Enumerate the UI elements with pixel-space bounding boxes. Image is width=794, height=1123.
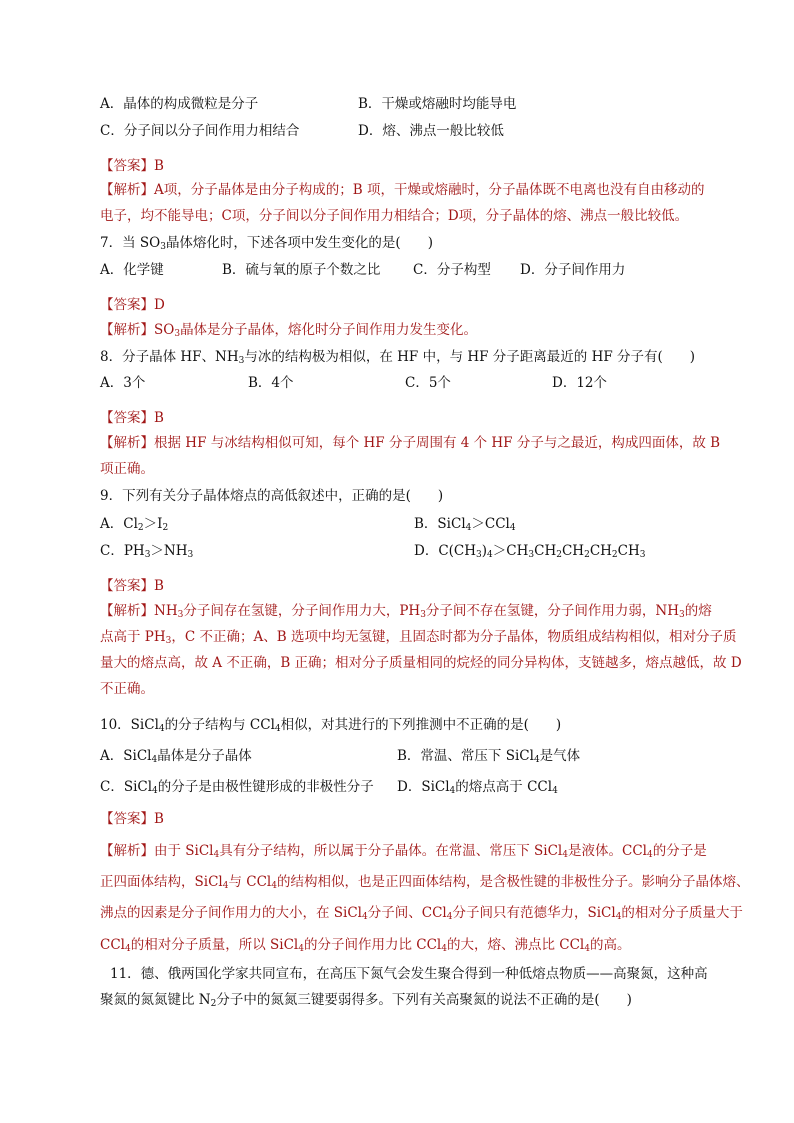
- q9-option-b: B．SiCl$_4$＞CCl$_4$: [414, 516, 516, 533]
- q9-stem: 9．下列有关分子晶体熔点的高低叙述中，正确的是( ): [100, 488, 444, 504]
- q10-option-b: B．常温、常压下 SiCl$_4$是气体: [397, 748, 581, 765]
- q8-answer: 【答案】B: [100, 410, 164, 426]
- q10-option-a: A．SiCl$_4$晶体是分子晶体: [100, 748, 252, 765]
- q6-answer: 【答案】B: [100, 158, 164, 174]
- q10-analysis-line-3: 沸点的因素是分子间作用力的大小，在 SiCl$_4$分子间、CCl$_4$分子间只有范德华力，SiCl$_4$的相对分子质量大于: [100, 905, 743, 922]
- q9-analysis-line-1: 【解析】$NH_3$分子间存在氢键，分子间作用力大，$PH_3$分子间不存在氢键，分子间作用力弱，$NH_3$的熔: [100, 603, 712, 620]
- q7-option-b: B．硫与氧的原子个数之比: [222, 262, 381, 278]
- q7-option-c: C．分子构型: [413, 262, 491, 278]
- q9-analysis-line-2: 点高于 $PH_3$，C 不正确；A、B 选项中均无氢键，且固态时都为分子晶体，物质组成结构相似，相对分子质: [100, 629, 737, 646]
- q10-analysis-line-1: 【解析】由于 SiCl$_4$具有分子结构，所以属于分子晶体。在常温、常压下 SiCl$_4$是液体。CCl$_4$的分子是: [100, 843, 707, 860]
- q9-option-d: D．$C(CH_3)_4>CH_3CH_2CH_2CH_2CH_3$: [414, 543, 646, 560]
- q8-option-a: A．3个: [100, 375, 146, 391]
- q10-analysis-line-4: CCl$_4$的相对分子质量，所以 SiCl$_4$的分子间作用力比 CCl$_4$的大，熔、沸点比 CCl$_4$的高。: [100, 937, 631, 954]
- q11-stem-line-2: 聚氮的氮氮键比 $N_2$分子中的氮氮三键要弱得多。下列有关高聚氮的说法不正确的是( ): [100, 992, 632, 1009]
- q6-analysis-line-2: 电子，均不能导电；C项，分子间以分子间作用力相结合；D项，分子晶体的熔、沸点一般比较低。: [100, 208, 689, 224]
- q10-option-c: C．SiCl$_4$的分子是由极性键形成的非极性分子: [100, 779, 374, 796]
- q11-stem-line-1: 11．德、俄两国化学家共同宣布，在高压下氮气会发生聚合得到一种低熔点物质——高聚氮，这种高: [110, 966, 708, 982]
- q6-option-c: C．分子间以分子间作用力相结合: [100, 123, 300, 139]
- q7-stem: 7．当 $SO_3$晶体熔化时，下述各项中发生变化的是( ): [100, 235, 433, 252]
- q8-analysis-line-2: 项正确。: [100, 461, 154, 477]
- q8-option-d: D．12个: [552, 375, 608, 391]
- q9-answer: 【答案】B: [100, 578, 164, 594]
- q10-stem: 10．SiCl$_4$的分子结构与 CCl$_4$相似，对其进行的下列推测中不正确的是( ): [100, 717, 562, 734]
- q10-option-d: D．SiCl$_4$的熔点高于 CCl$_4$: [397, 779, 558, 796]
- q6-option-b: B．干燥或熔融时均能导电: [358, 96, 517, 112]
- q6-option-d: D．熔、沸点一般比较低: [358, 123, 504, 139]
- q6-analysis-line-1: 【解析】A项，分子晶体是由分子构成的；B 项，干燥或熔融时，分子晶体既不电离也没有自由移动的: [100, 182, 705, 198]
- q8-option-c: C．5个: [405, 375, 451, 391]
- q6-option-a: A．晶体的构成微粒是分子: [100, 96, 259, 112]
- q9-option-a: A．$Cl_2>I_2$: [100, 516, 169, 533]
- q10-answer: 【答案】B: [100, 811, 164, 827]
- q8-option-b: B．4个: [248, 375, 294, 391]
- q9-option-c: C．$PH_3>NH_3$: [100, 543, 194, 560]
- q9-analysis-line-3: 量大的熔点高，故 A 不正确，B 正确；相对分子质量相同的烷烃的同分异构体，支链越多，熔点越低，故 D: [100, 655, 742, 671]
- q8-stem: 8．分子晶体 HF、$NH_3$与冰的结构极为相似，在 HF 中，与 HF 分子距离最近的 HF 分子有( ): [100, 349, 696, 366]
- q9-analysis-line-4: 不正确。: [100, 681, 154, 697]
- q7-answer: 【答案】D: [100, 297, 165, 313]
- q10-analysis-line-2: 正四面体结构，SiCl$_4$与 CCl$_4$的结构相似，也是正四面体结构，是含极性键的非极性分子。影响分子晶体熔、: [100, 874, 750, 891]
- q7-analysis: 【解析】$SO_3$晶体是分子晶体，熔化时分子间作用力发生变化。: [100, 322, 478, 339]
- q8-analysis-line-1: 【解析】根据 HF 与冰结构相似可知，每个 HF 分子周围有 4 个 HF 分子与之最近，构成四面体，故 B: [100, 435, 721, 451]
- q7-option-a: A．化学键: [100, 262, 164, 278]
- q7-option-d: D．分子间作用力: [520, 262, 626, 278]
